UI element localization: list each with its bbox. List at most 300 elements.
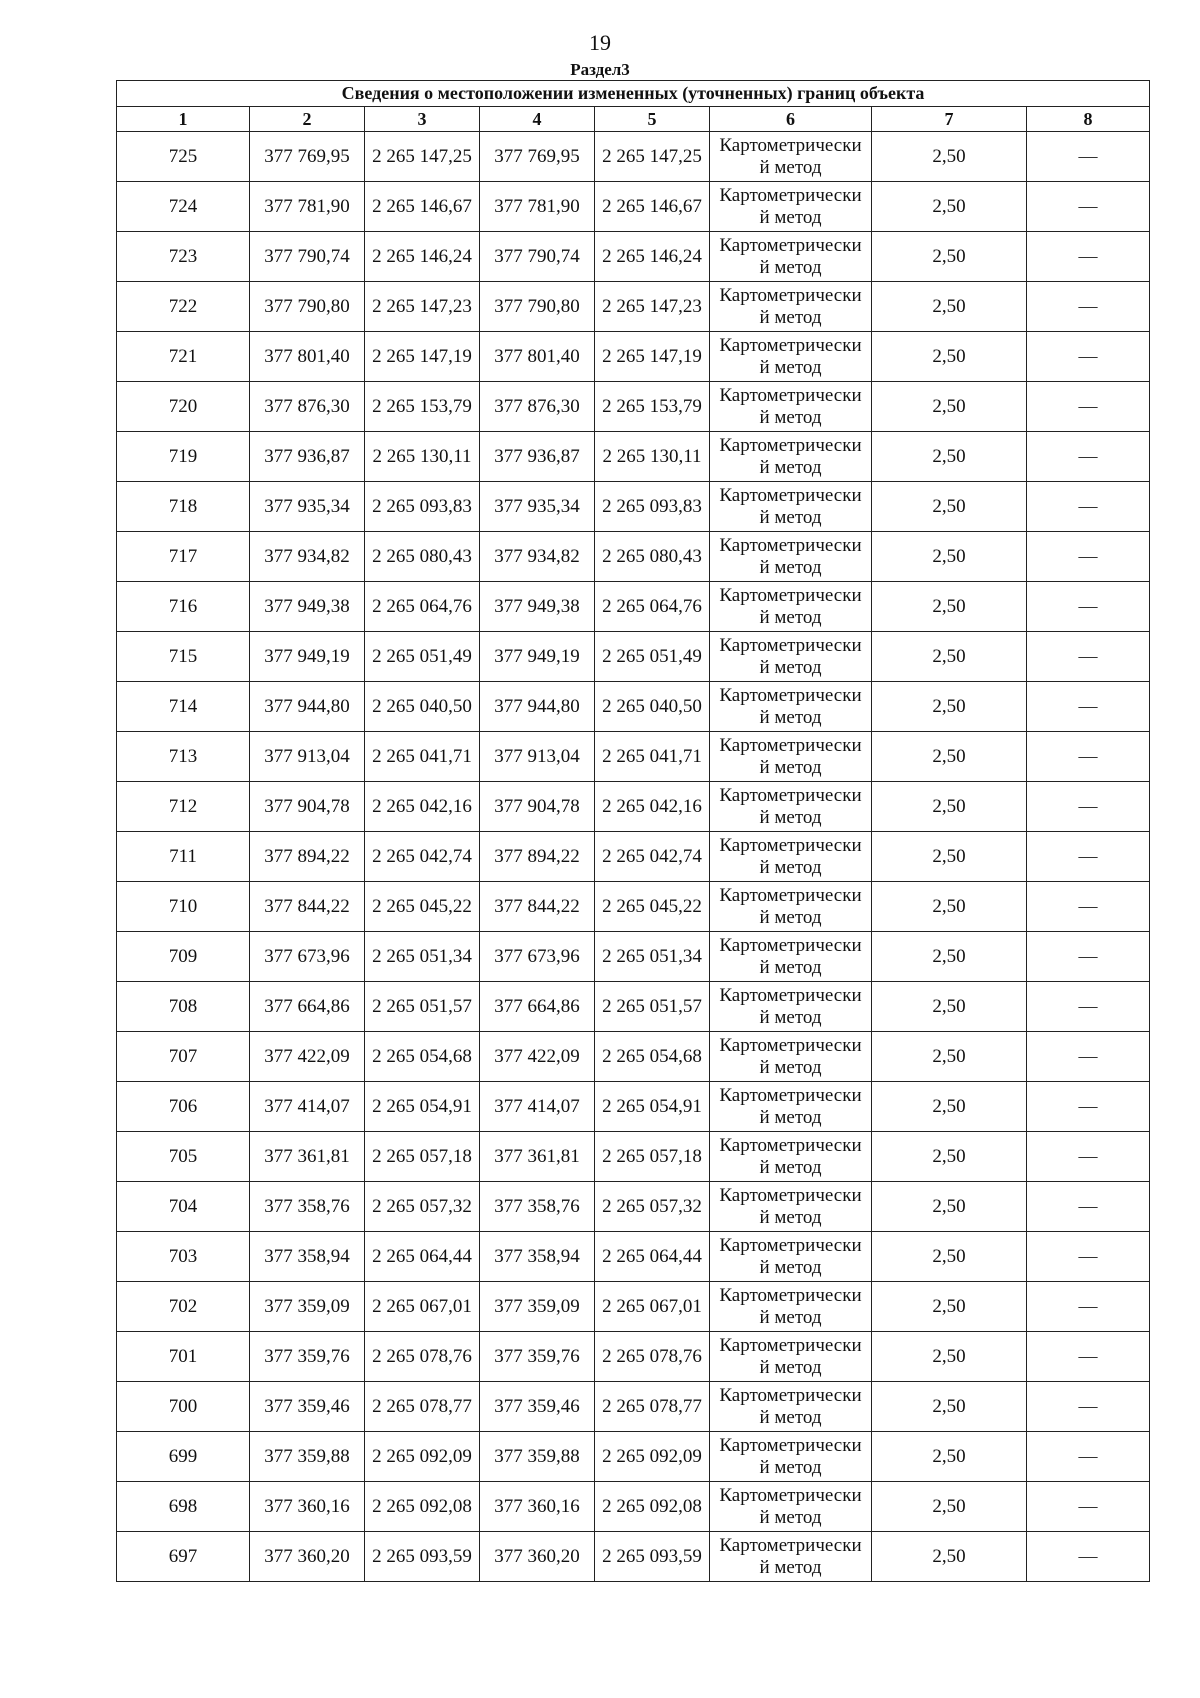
table-cell-c8: — [1027,982,1150,1032]
table-cell-c5: 2 265 146,67 [595,182,710,232]
table-cell-c5: 2 265 130,11 [595,432,710,482]
table-cell-c1: 701 [117,1332,250,1382]
table-cell-c5: 2 265 078,77 [595,1382,710,1432]
table-cell-c2: 377 359,09 [250,1282,365,1332]
table-cell-c2: 377 359,46 [250,1382,365,1432]
table-cell-c2: 377 904,78 [250,782,365,832]
table-cell-c1: 724 [117,182,250,232]
table-cell-method [710,1482,872,1532]
table-cell-c1: 720 [117,382,250,432]
table-cell-c4: 377 360,20 [480,1532,595,1582]
method-line-1: Картометрически [719,1184,862,1206]
method-line-2: й метод [759,206,822,228]
method-line-2: й метод [759,956,822,978]
method-line-2: й метод [759,656,822,678]
column-number: 3 [365,107,480,132]
table-cell-c4: 377 790,80 [480,282,595,332]
method-line-2: й метод [759,1406,822,1428]
table-cell-c1: 702 [117,1282,250,1332]
table-cell-c3: 2 265 064,44 [365,1232,480,1282]
table-cell-c4: 377 359,46 [480,1382,595,1432]
table-cell-c4: 377 913,04 [480,732,595,782]
table-cell-method [710,1432,872,1482]
method-line-1: Картометрически [719,784,862,806]
table-cell-c3: 2 265 042,74 [365,832,480,882]
table-row [117,682,1150,732]
method-line-1: Картометрически [719,434,862,456]
method-line-2: й метод [759,1256,822,1278]
table-cell-c3: 2 265 078,77 [365,1382,480,1432]
table-cell-c4: 377 876,30 [480,382,595,432]
table-cell-c5: 2 265 041,71 [595,732,710,782]
method-line-1: Картометрически [719,634,862,656]
table-cell-c7: 2,50 [872,282,1027,332]
method-line-1: Картометрически [719,1334,862,1356]
method-line-1: Картометрически [719,584,862,606]
table-cell-c3: 2 265 045,22 [365,882,480,932]
table-cell-c1: 711 [117,832,250,882]
table-cell-c3: 2 265 146,24 [365,232,480,282]
table-cell-c2: 377 664,86 [250,982,365,1032]
table-cell-c5: 2 265 067,01 [595,1282,710,1332]
table-cell-method [710,382,872,432]
table-cell-c2: 377 360,16 [250,1482,365,1532]
table-cell-c8: — [1027,1432,1150,1482]
table-cell-c2: 377 769,95 [250,132,365,182]
table-cell-c4: 377 359,88 [480,1432,595,1482]
table-row [117,832,1150,882]
table-row [117,1132,1150,1182]
table-cell-c1: 723 [117,232,250,282]
table-body [117,132,1150,1582]
table-cell-c8: — [1027,1232,1150,1282]
table-cell-c8: — [1027,482,1150,532]
table-cell-c3: 2 265 057,18 [365,1132,480,1182]
method-line-2: й метод [759,756,822,778]
table-cell-c4: 377 781,90 [480,182,595,232]
table-cell-c3: 2 265 092,09 [365,1432,480,1482]
table-cell-c5: 2 265 054,91 [595,1082,710,1132]
method-line-2: й метод [759,156,822,178]
table-cell-method [710,632,872,682]
table-cell-c7: 2,50 [872,1232,1027,1282]
table-cell-c5: 2 265 093,59 [595,1532,710,1582]
method-line-1: Картометрически [719,1384,862,1406]
table-cell-method [710,782,872,832]
table-cell-c3: 2 265 147,23 [365,282,480,332]
table-cell-c3: 2 265 067,01 [365,1282,480,1332]
table-cell-c5: 2 265 078,76 [595,1332,710,1382]
table-cell-c4: 377 801,40 [480,332,595,382]
method-line-1: Картометрически [719,1484,862,1506]
table-cell-c1: 713 [117,732,250,782]
table-cell-c3: 2 265 064,76 [365,582,480,632]
method-line-2: й метод [759,406,822,428]
table-cell-c7: 2,50 [872,682,1027,732]
column-number: 2 [250,107,365,132]
table-cell-c2: 377 781,90 [250,182,365,232]
table-cell-c2: 377 359,76 [250,1332,365,1382]
method-line-1: Картометрически [719,284,862,306]
table-cell-c7: 2,50 [872,332,1027,382]
boundary-points-table [116,80,1150,1582]
table-cell-c2: 377 894,22 [250,832,365,882]
table-row [117,482,1150,532]
table-cell-c2: 377 361,81 [250,1132,365,1182]
table-cell-c3: 2 265 051,34 [365,932,480,982]
table-cell-c4: 377 361,81 [480,1132,595,1182]
table-cell-method [710,432,872,482]
table-cell-c1: 704 [117,1182,250,1232]
table-cell-c2: 377 359,88 [250,1432,365,1482]
table-row [117,1032,1150,1082]
method-line-1: Картометрически [719,184,862,206]
table-cell-c2: 377 949,19 [250,632,365,682]
table-cell-method [710,1282,872,1332]
method-line-1: Картометрически [719,384,862,406]
table-cell-method [710,832,872,882]
table-cell-c7: 2,50 [872,382,1027,432]
method-line-2: й метод [759,856,822,878]
table-cell-c8: — [1027,832,1150,882]
table-cell-c8: — [1027,1182,1150,1232]
table-cell-c3: 2 265 147,25 [365,132,480,182]
table-cell-c8: — [1027,1332,1150,1382]
table-cell-c3: 2 265 054,91 [365,1082,480,1132]
table-cell-method [710,1532,872,1582]
table-cell-c5: 2 265 153,79 [595,382,710,432]
table-cell-c1: 717 [117,532,250,582]
table-cell-c2: 377 358,94 [250,1232,365,1282]
table-row [117,882,1150,932]
method-line-1: Картометрически [719,1034,862,1056]
table-cell-c5: 2 265 080,43 [595,532,710,582]
table-cell-c5: 2 265 064,76 [595,582,710,632]
table-cell-c1: 697 [117,1532,250,1582]
table-cell-c7: 2,50 [872,632,1027,682]
table-cell-c7: 2,50 [872,882,1027,932]
table-cell-c2: 377 790,80 [250,282,365,332]
table-cell-method [710,282,872,332]
method-line-1: Картометрически [719,484,862,506]
method-line-2: й метод [759,306,822,328]
table-cell-c3: 2 265 051,57 [365,982,480,1032]
table-cell-c5: 2 265 051,57 [595,982,710,1032]
table-cell-c7: 2,50 [872,982,1027,1032]
table-cell-c1: 709 [117,932,250,982]
table-cell-c2: 377 944,80 [250,682,365,732]
table-row [117,582,1150,632]
table-cell-c7: 2,50 [872,432,1027,482]
table-cell-c5: 2 265 042,74 [595,832,710,882]
table-caption: Сведения о местоположении измененных (уточненных) границ объекта [117,81,1150,107]
table-cell-c1: 705 [117,1132,250,1182]
table-cell-method [710,882,872,932]
table-cell-c2: 377 935,34 [250,482,365,532]
table-cell-c2: 377 414,07 [250,1082,365,1132]
table-cell-c8: — [1027,932,1150,982]
table-cell-c2: 377 913,04 [250,732,365,782]
table-cell-c2: 377 949,38 [250,582,365,632]
table-cell-c1: 700 [117,1382,250,1432]
table-cell-c7: 2,50 [872,1532,1027,1582]
table-cell-method [710,1032,872,1082]
table-cell-c1: 725 [117,132,250,182]
column-number: 5 [595,107,710,132]
table-cell-c4: 377 949,38 [480,582,595,632]
table-cell-c4: 377 790,74 [480,232,595,282]
method-line-2: й метод [759,1556,822,1578]
table-cell-method [710,1082,872,1132]
table-cell-c7: 2,50 [872,1332,1027,1382]
table-cell-c7: 2,50 [872,732,1027,782]
table-cell-c1: 721 [117,332,250,382]
table-cell-c3: 2 265 042,16 [365,782,480,832]
method-line-2: й метод [759,456,822,478]
table-cell-c2: 377 936,87 [250,432,365,482]
method-line-1: Картометрически [719,834,862,856]
table-cell-method [710,532,872,582]
table-cell-method [710,1332,872,1382]
table-row [117,132,1150,182]
table-cell-c4: 377 664,86 [480,982,595,1032]
table-cell-c2: 377 360,20 [250,1532,365,1582]
table-cell-c3: 2 265 092,08 [365,1482,480,1532]
table-cell-method [710,1132,872,1182]
table-cell-c3: 2 265 093,59 [365,1532,480,1582]
column-number: 4 [480,107,595,132]
method-line-1: Картометрически [719,1534,862,1556]
table-cell-c1: 703 [117,1232,250,1282]
table-cell-c5: 2 265 093,83 [595,482,710,532]
method-line-1: Картометрически [719,934,862,956]
table-row [117,632,1150,682]
table-cell-c3: 2 265 040,50 [365,682,480,732]
table-cell-c1: 718 [117,482,250,532]
table-cell-c8: — [1027,1282,1150,1332]
table-cell-c1: 698 [117,1482,250,1532]
method-line-1: Картометрически [719,534,862,556]
table-cell-c5: 2 265 147,25 [595,132,710,182]
table-row [117,1282,1150,1332]
table-cell-c5: 2 265 054,68 [595,1032,710,1082]
table-cell-c7: 2,50 [872,1382,1027,1432]
table-cell-c8: — [1027,132,1150,182]
table-cell-c3: 2 265 041,71 [365,732,480,782]
table-cell-c8: — [1027,582,1150,632]
table-row [117,382,1150,432]
table-cell-c5: 2 265 040,50 [595,682,710,732]
method-line-2: й метод [759,806,822,828]
table-cell-c1: 710 [117,882,250,932]
table-cell-c5: 2 265 147,19 [595,332,710,382]
table-cell-c5: 2 265 051,34 [595,932,710,982]
table-cell-c8: — [1027,382,1150,432]
table-cell-c5: 2 265 042,16 [595,782,710,832]
method-line-2: й метод [759,1306,822,1328]
table-cell-c1: 699 [117,1432,250,1482]
table-cell-c2: 377 790,74 [250,232,365,282]
table-cell-c4: 377 673,96 [480,932,595,982]
method-line-2: й метод [759,1356,822,1378]
method-line-2: й метод [759,356,822,378]
table-cell-c3: 2 265 078,76 [365,1332,480,1382]
table-cell-c3: 2 265 054,68 [365,1032,480,1082]
table-cell-c3: 2 265 080,43 [365,532,480,582]
table-cell-c8: — [1027,1032,1150,1082]
table-cell-c3: 2 265 057,32 [365,1182,480,1232]
column-number-row [117,107,1150,132]
table-cell-c8: — [1027,1382,1150,1432]
table-cell-method [710,582,872,632]
table-row [117,182,1150,232]
table-cell-c1: 719 [117,432,250,482]
table-cell-c2: 377 934,82 [250,532,365,582]
column-number: 8 [1027,107,1150,132]
table-cell-c3: 2 265 051,49 [365,632,480,682]
method-line-1: Картометрически [719,884,862,906]
method-line-2: й метод [759,256,822,278]
table-cell-method [710,982,872,1032]
table-cell-method [710,182,872,232]
table-cell-c7: 2,50 [872,1282,1027,1332]
table-cell-c8: — [1027,432,1150,482]
method-line-2: й метод [759,1206,822,1228]
table-cell-c4: 377 414,07 [480,1082,595,1132]
table-cell-c4: 377 769,95 [480,132,595,182]
table-row [117,982,1150,1032]
table-cell-method [710,1382,872,1432]
table-cell-c4: 377 360,16 [480,1482,595,1532]
table-cell-c4: 377 904,78 [480,782,595,832]
table-cell-c8: — [1027,532,1150,582]
table-row [117,1432,1150,1482]
table-cell-c7: 2,50 [872,182,1027,232]
table-cell-c4: 377 359,76 [480,1332,595,1382]
table-cell-c7: 2,50 [872,1032,1027,1082]
table-cell-c4: 377 944,80 [480,682,595,732]
table-cell-method [710,1182,872,1232]
method-line-2: й метод [759,556,822,578]
table-row [117,1232,1150,1282]
method-line-2: й метод [759,906,822,928]
table-cell-c3: 2 265 130,11 [365,432,480,482]
table-row [117,1382,1150,1432]
table-cell-method [710,932,872,982]
table-cell-c7: 2,50 [872,582,1027,632]
table-row [117,1082,1150,1132]
table-cell-c8: — [1027,682,1150,732]
table-cell-c1: 712 [117,782,250,832]
table-cell-c7: 2,50 [872,1432,1027,1482]
method-line-1: Картометрически [719,984,862,1006]
table-cell-c3: 2 265 093,83 [365,482,480,532]
table-cell-c8: — [1027,782,1150,832]
table-cell-c5: 2 265 092,08 [595,1482,710,1532]
table-row [117,1332,1150,1382]
method-line-2: й метод [759,706,822,728]
table-cell-c4: 377 359,09 [480,1282,595,1332]
method-line-2: й метод [759,506,822,528]
table-cell-c2: 377 673,96 [250,932,365,982]
method-line-2: й метод [759,606,822,628]
method-line-1: Картометрически [719,334,862,356]
table-cell-c8: — [1027,332,1150,382]
table-cell-c5: 2 265 057,18 [595,1132,710,1182]
table-cell-c7: 2,50 [872,1182,1027,1232]
table-row [117,1482,1150,1532]
table-cell-c1: 715 [117,632,250,682]
table-row [117,532,1150,582]
table-row [117,432,1150,482]
table-cell-c7: 2,50 [872,132,1027,182]
method-line-1: Картометрически [719,1434,862,1456]
table-cell-c4: 377 358,94 [480,1232,595,1282]
table-cell-c8: — [1027,182,1150,232]
table-cell-c4: 377 358,76 [480,1182,595,1232]
table-cell-c5: 2 265 146,24 [595,232,710,282]
table-cell-c1: 707 [117,1032,250,1082]
table-cell-method [710,332,872,382]
table-cell-c1: 722 [117,282,250,332]
method-line-1: Картометрически [719,1284,862,1306]
table-row [117,1532,1150,1582]
table-row [117,782,1150,832]
table-cell-method [710,132,872,182]
table-cell-method [710,482,872,532]
table-cell-c2: 377 422,09 [250,1032,365,1082]
method-line-1: Картометрически [719,1084,862,1106]
table-cell-c5: 2 265 147,23 [595,282,710,332]
table-cell-c8: — [1027,232,1150,282]
method-line-2: й метод [759,1506,822,1528]
column-number: 7 [872,107,1027,132]
table-cell-c3: 2 265 153,79 [365,382,480,432]
table-cell-c7: 2,50 [872,532,1027,582]
table-cell-c3: 2 265 146,67 [365,182,480,232]
table-cell-c7: 2,50 [872,782,1027,832]
table-cell-c4: 377 934,82 [480,532,595,582]
table-cell-c5: 2 265 064,44 [595,1232,710,1282]
table-cell-c4: 377 422,09 [480,1032,595,1082]
table-cell-c1: 708 [117,982,250,1032]
table-cell-c4: 377 949,19 [480,632,595,682]
table-cell-c8: — [1027,1532,1150,1582]
method-line-1: Картометрически [719,734,862,756]
table-row [117,732,1150,782]
table-row [117,282,1150,332]
table-cell-method [710,732,872,782]
table-cell-c4: 377 844,22 [480,882,595,932]
method-line-1: Картометрически [719,234,862,256]
table-cell-c7: 2,50 [872,932,1027,982]
table-cell-c4: 377 935,34 [480,482,595,532]
table-cell-c7: 2,50 [872,1082,1027,1132]
table-cell-c8: — [1027,282,1150,332]
table-cell-c5: 2 265 051,49 [595,632,710,682]
table-cell-c8: — [1027,732,1150,782]
table-cell-c7: 2,50 [872,1482,1027,1532]
table-cell-method [710,232,872,282]
table-cell-c5: 2 265 092,09 [595,1432,710,1482]
table-row [117,232,1150,282]
method-line-1: Картометрически [719,684,862,706]
table-cell-c5: 2 265 057,32 [595,1182,710,1232]
section-title: Раздел3 [570,60,630,79]
table-row [117,332,1150,382]
method-line-1: Картометрически [719,1134,862,1156]
method-line-1: Картометрически [719,1234,862,1256]
